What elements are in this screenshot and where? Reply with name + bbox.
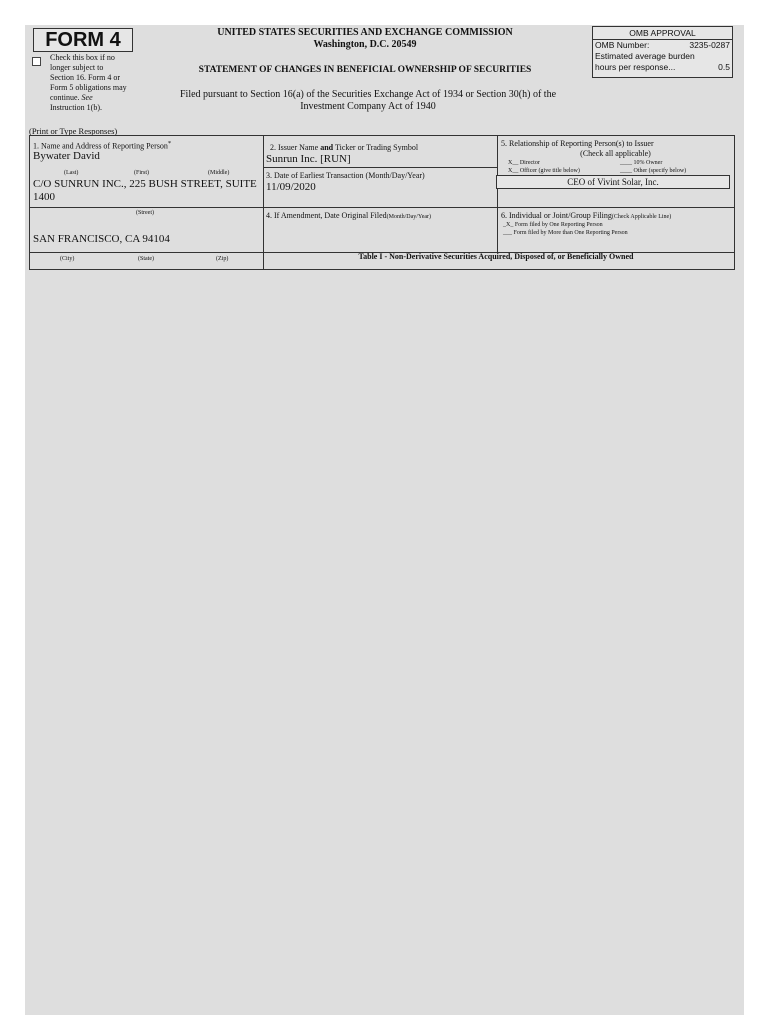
grid-divider <box>30 207 734 208</box>
agency-name: UNITED STATES SECURITIES AND EXCHANGE COMMISSION <box>217 27 513 38</box>
earliest-transaction-date: 11/09/2020 <box>266 181 316 193</box>
filed-by-more-check[interactable]: ___ Form filed by More than One Reporting Person <box>503 230 628 236</box>
omb-number-label: OMB Number: <box>595 40 650 50</box>
filed-line-1: Filed pursuant to Section 16(a) of the Securities Exchange Act of 1934 or Section 30(h) of the <box>179 89 557 100</box>
omb-number-value: 3235-0287 <box>689 40 730 50</box>
checkbox-text-line: Form 5 obligations may <box>50 83 127 92</box>
box1-label-text: 1. Name and Address of Reporting Person <box>33 141 168 151</box>
omb-burden-label: Estimated average burden <box>595 51 695 61</box>
filed-pursuant-text <box>153 89 583 113</box>
box4-label <box>266 211 431 221</box>
omb-burden-row <box>593 51 732 62</box>
box3-label: 3. Date of Earliest Transaction (Month/Day/Year) <box>266 171 425 180</box>
form-page <box>25 25 744 1015</box>
other-check[interactable]: ____ Other (specify below) <box>620 168 687 174</box>
state-caption: (State) <box>138 256 154 262</box>
box6-label <box>501 211 671 221</box>
statement-title: STATEMENT OF CHANGES IN BENEFICIAL OWNERSHIP OF SECURITIES <box>198 65 532 75</box>
filed-line-2: Investment Company Act of 1940 <box>300 101 436 112</box>
checkbox-text-continue: continue. <box>50 93 80 102</box>
omb-title: OMB APPROVAL <box>593 27 732 40</box>
box1-asterisk: * <box>167 140 172 147</box>
omb-number-row <box>593 40 732 51</box>
box2-label-b: Ticker or Trading Symbol <box>334 143 419 152</box>
street-address <box>33 178 261 204</box>
reporting-person-name: Bywater David <box>33 150 100 162</box>
issuer-name: Sunrun Inc. [RUN] <box>266 153 351 165</box>
omb-hours-value: 0.5 <box>718 62 730 72</box>
section16-checkbox[interactable] <box>32 57 41 66</box>
box4-label-small: (Month/Day/Year) <box>386 214 432 220</box>
box5-label: 5. Relationship of Reporting Person(s) to Issuer <box>501 139 654 148</box>
checkbox-text-line: longer subject to <box>50 63 104 72</box>
box6-label-small: (Check Applicable Line) <box>611 214 672 220</box>
omb-hours-row <box>593 62 732 73</box>
city-state-zip: SAN FRANCISCO, CA 94104 <box>33 233 170 245</box>
zip-caption: (Zip) <box>216 256 229 262</box>
checkbox-text-line: Section 16. Form 4 or <box>50 73 120 82</box>
officer-check[interactable]: X__ Officer (give title below) <box>508 168 580 174</box>
agency-heading <box>165 27 565 51</box>
box2-label-and: and <box>320 143 334 152</box>
last-name-caption: (Last) <box>64 170 79 176</box>
box2-label <box>270 143 418 153</box>
table-1-title: Table I - Non-Derivative Securities Acquired, Disposed of, or Beneficially Owned <box>358 252 634 261</box>
print-type-label: (Print or Type Responses) <box>29 126 118 136</box>
middle-name-caption: (Middle) <box>208 170 230 176</box>
box2-label-a: 2. Issuer Name <box>270 143 319 152</box>
ten-percent-owner-check[interactable]: ____ 10% Owner <box>620 160 663 166</box>
city-caption: (City) <box>60 256 75 262</box>
box6-label-text: 6. Individual or Joint/Group Filing <box>501 211 612 220</box>
omb-hours-label: hours per response... <box>595 62 676 72</box>
agency-location: Washington, D.C. 20549 <box>313 39 417 50</box>
director-check[interactable]: X__ Director <box>508 160 540 166</box>
street-caption: (Street) <box>136 210 154 216</box>
omb-approval-box <box>592 26 733 78</box>
filed-by-one-check[interactable]: _X_ Form filed by One Reporting Person <box>503 222 603 228</box>
grid-divider <box>263 167 497 168</box>
reporting-grid <box>29 135 735 270</box>
officer-title: CEO of Vivint Solar, Inc. <box>496 175 730 189</box>
grid-divider <box>263 136 264 269</box>
checkbox-text-line <box>50 93 148 103</box>
form-title: FORM 4 <box>33 28 133 52</box>
checkbox-text-see: See <box>81 93 93 102</box>
street-address-line-2: 1400 <box>33 191 55 203</box>
first-name-caption: (First) <box>134 170 149 176</box>
section16-checkbox-text <box>50 53 148 113</box>
street-address-line-1: C/O SUNRUN INC., 225 BUSH STREET, SUITE <box>33 178 257 190</box>
checkbox-text-line: Check this box if no <box>50 53 115 62</box>
checkbox-text-line: Instruction 1(b). <box>50 103 102 112</box>
box4-label-text: 4. If Amendment, Date Original Filed <box>266 211 387 220</box>
box5-sub: (Check all applicable) <box>580 149 651 158</box>
